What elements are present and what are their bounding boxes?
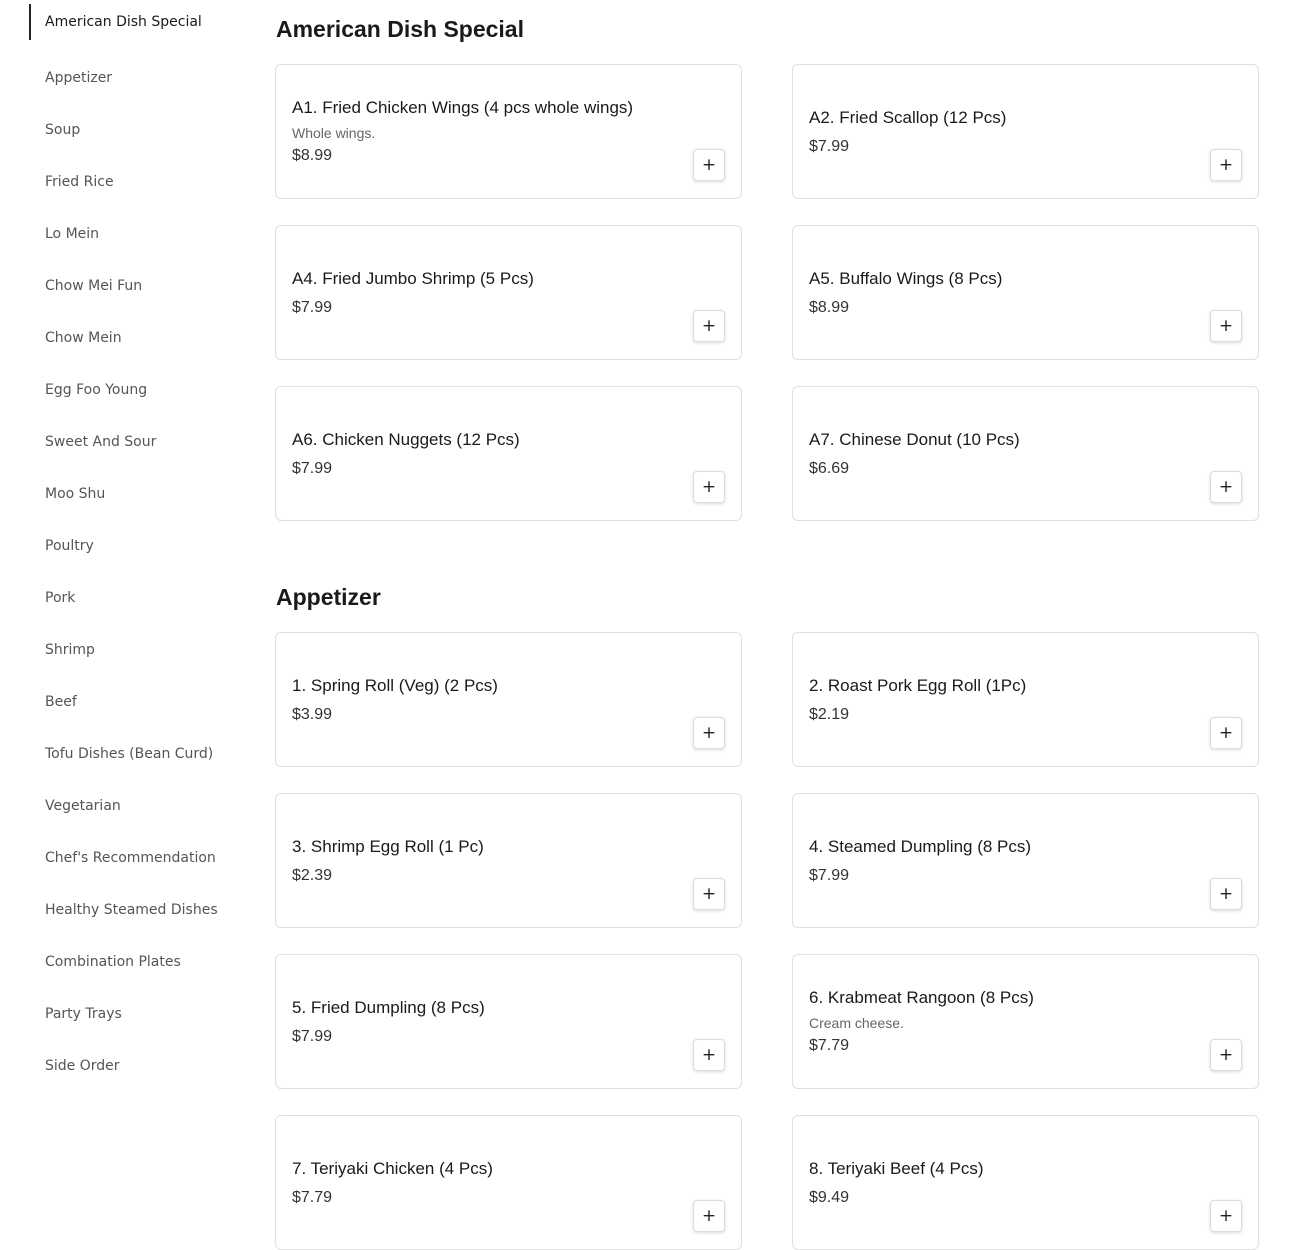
plus-icon: + [701, 1044, 717, 1065]
add-to-cart-button[interactable] [1210, 1039, 1242, 1071]
menu-item-card[interactable] [792, 225, 1259, 360]
sidebar-item-healthy-steamed-dishes[interactable] [29, 884, 249, 936]
add-to-cart-button[interactable] [693, 1039, 725, 1071]
menu-item-info [809, 226, 1188, 359]
menu-item-name: 6. Krabmeat Rangoon (8 Pcs) [809, 988, 1034, 1007]
sidebar-item-label: American Dish Special [45, 14, 202, 30]
menu-item-card[interactable] [792, 954, 1259, 1089]
sidebar-item-shrimp[interactable] [29, 624, 249, 676]
menu-item-name: A1. Fried Chicken Wings (4 pcs whole wings) [292, 98, 634, 117]
plus-icon: + [701, 315, 717, 336]
menu-item-price: $7.99 [292, 459, 333, 477]
plus-icon: + [701, 883, 717, 904]
menu-item-info [809, 955, 1188, 1088]
menu-item-info [292, 226, 671, 359]
plus-icon: + [701, 476, 717, 497]
menu-item-name: 1. Spring Roll (Veg) (2 Pcs) [292, 675, 498, 695]
sidebar-item-tofu-dishes-bean-curd[interactable] [29, 728, 249, 780]
menu-item-price: $8.99 [809, 298, 850, 316]
menu-item-info [292, 955, 671, 1088]
section-title: Appetizer [276, 584, 381, 610]
menu-item-card[interactable] [792, 793, 1259, 928]
sidebar-item-soup[interactable] [29, 104, 249, 156]
section-title: American Dish Special [276, 16, 524, 42]
menu-item-card[interactable] [275, 225, 742, 360]
sidebar-item-fried-rice[interactable] [29, 156, 249, 208]
sidebar-item-label: Chef's Recommendation [45, 850, 216, 866]
menu-item-name: 3. Shrimp Egg Roll (1 Pc) [292, 836, 484, 856]
menu-item-name: 8. Teriyaki Beef (4 Pcs) [809, 1158, 984, 1178]
menu-item-price: $7.99 [292, 298, 333, 316]
menu-item-price: $2.19 [809, 705, 850, 723]
sidebar-item-label: Tofu Dishes (Bean Curd) [45, 746, 214, 762]
menu-item-card[interactable] [275, 64, 742, 199]
menu-item-card[interactable] [792, 632, 1259, 767]
plus-icon: + [1218, 476, 1234, 497]
menu-item-name: 2. Roast Pork Egg Roll (1Pc) [809, 675, 1027, 695]
plus-icon: + [1218, 883, 1234, 904]
sidebar-item-sweet-and-sour[interactable] [29, 416, 249, 468]
menu-item-card[interactable] [275, 1115, 742, 1250]
sidebar-item-combination-plates[interactable] [29, 936, 249, 988]
menu-item-info [292, 387, 671, 520]
menu-item-name: A6. Chicken Nuggets (12 Pcs) [292, 429, 520, 449]
menu-item-description: Whole wings. [292, 125, 376, 141]
add-to-cart-button[interactable] [1210, 878, 1242, 910]
menu-item-card[interactable] [792, 1115, 1259, 1250]
sidebar-item-poultry[interactable] [29, 520, 249, 572]
menu-item-card[interactable] [792, 386, 1259, 521]
sidebar-item-egg-foo-young[interactable] [29, 364, 249, 416]
menu-item-price: $7.79 [809, 1037, 850, 1054]
menu-item-info [292, 633, 671, 766]
sidebar-item-label: Poultry [45, 538, 94, 554]
menu-item-price: $7.99 [292, 1027, 333, 1045]
sidebar-item-chow-mei-fun[interactable] [29, 260, 249, 312]
sidebar-item-label: Appetizer [45, 70, 113, 86]
sidebar-item-label: Pork [45, 590, 76, 606]
sidebar-item-chef-s-recommendation[interactable] [29, 832, 249, 884]
sidebar-item-label: Vegetarian [45, 798, 121, 814]
plus-icon: + [701, 1205, 717, 1226]
menu-item-price: $8.99 [292, 147, 333, 164]
sidebar-item-label: Beef [45, 694, 77, 710]
sidebar-item-label: Combination Plates [45, 954, 181, 970]
sidebar-item-appetizer[interactable] [29, 52, 249, 104]
add-to-cart-button[interactable] [1210, 310, 1242, 342]
add-to-cart-button[interactable] [693, 717, 725, 749]
menu-item-info [809, 633, 1188, 766]
menu-item-info [292, 1116, 671, 1249]
add-to-cart-button[interactable] [1210, 149, 1242, 181]
plus-icon: + [701, 722, 717, 743]
sidebar-item-label: Sweet And Sour [45, 434, 157, 450]
sidebar-item-moo-shu[interactable] [29, 468, 249, 520]
menu-item-price: $7.99 [809, 866, 850, 884]
add-to-cart-button[interactable] [693, 149, 725, 181]
menu-item-price: $7.79 [292, 1188, 333, 1206]
plus-icon: + [1218, 1205, 1234, 1226]
plus-icon: + [701, 154, 717, 175]
menu-item-info [809, 1116, 1188, 1249]
menu-item-card[interactable] [275, 954, 742, 1089]
sidebar-item-beef[interactable] [29, 676, 249, 728]
add-to-cart-button[interactable] [693, 471, 725, 503]
menu-item-name: A7. Chinese Donut (10 Pcs) [809, 429, 1020, 449]
menu-item-name: A5. Buffalo Wings (8 Pcs) [809, 268, 1003, 288]
sidebar-item-label: Party Trays [45, 1006, 122, 1022]
sidebar-item-chow-mein[interactable] [29, 312, 249, 364]
add-to-cart-button[interactable] [693, 1200, 725, 1232]
menu-item-name: 4. Steamed Dumpling (8 Pcs) [809, 836, 1032, 856]
sidebar-item-lo-mein[interactable] [29, 208, 249, 260]
sidebar-item-label: Lo Mein [45, 226, 100, 242]
menu-item-name: A2. Fried Scallop (12 Pcs) [809, 107, 1007, 127]
plus-icon: + [1218, 154, 1234, 175]
menu-item-card[interactable] [275, 632, 742, 767]
menu-item-price: $6.69 [809, 459, 850, 477]
sidebar-item-american-dish-special[interactable] [29, 4, 249, 40]
sidebar-item-label: Side Order [45, 1058, 120, 1074]
menu-item-card[interactable] [275, 386, 742, 521]
menu-item-name: A4. Fried Jumbo Shrimp (5 Pcs) [292, 268, 534, 288]
sidebar-item-label: Chow Mei Fun [45, 278, 143, 294]
plus-icon: + [1218, 315, 1234, 336]
menu-item-info [809, 387, 1188, 520]
sidebar-item-party-trays[interactable] [29, 988, 249, 1040]
menu-item-card[interactable] [275, 793, 742, 928]
menu-item-info [292, 65, 671, 198]
menu-item-info [809, 65, 1188, 198]
plus-icon: + [1218, 1044, 1234, 1065]
menu-item-info [809, 794, 1188, 927]
sidebar-item-label: Egg Foo Young [45, 382, 148, 398]
add-to-cart-button[interactable] [1210, 471, 1242, 503]
sidebar-item-label: Moo Shu [45, 486, 106, 502]
sidebar-item-label: Healthy Steamed Dishes [45, 902, 218, 918]
menu-item-card[interactable] [792, 64, 1259, 199]
menu-item-price: $7.99 [809, 137, 850, 155]
add-to-cart-button[interactable] [693, 878, 725, 910]
menu-item-price: $3.99 [292, 705, 333, 723]
sidebar-item-vegetarian[interactable] [29, 780, 249, 832]
plus-icon: + [1218, 722, 1234, 743]
sidebar-item-label: Chow Mein [45, 330, 122, 346]
menu-item-price: $2.39 [292, 866, 333, 884]
category-sidebar [29, 0, 249, 1092]
menu-item-name: 7. Teriyaki Chicken (4 Pcs) [292, 1158, 493, 1178]
add-to-cart-button[interactable] [693, 310, 725, 342]
menu-item-info [292, 794, 671, 927]
menu-item-name: 5. Fried Dumpling (8 Pcs) [292, 997, 485, 1017]
menu-item-price: $9.49 [809, 1188, 850, 1206]
sidebar-item-side-order[interactable] [29, 1040, 249, 1092]
sidebar-item-label: Fried Rice [45, 174, 114, 190]
menu-item-description: Cream cheese. [809, 1015, 904, 1031]
sidebar-item-pork[interactable] [29, 572, 249, 624]
sidebar-item-label: Shrimp [45, 642, 95, 658]
add-to-cart-button[interactable] [1210, 1200, 1242, 1232]
sidebar-item-label: Soup [45, 122, 81, 138]
add-to-cart-button[interactable] [1210, 717, 1242, 749]
